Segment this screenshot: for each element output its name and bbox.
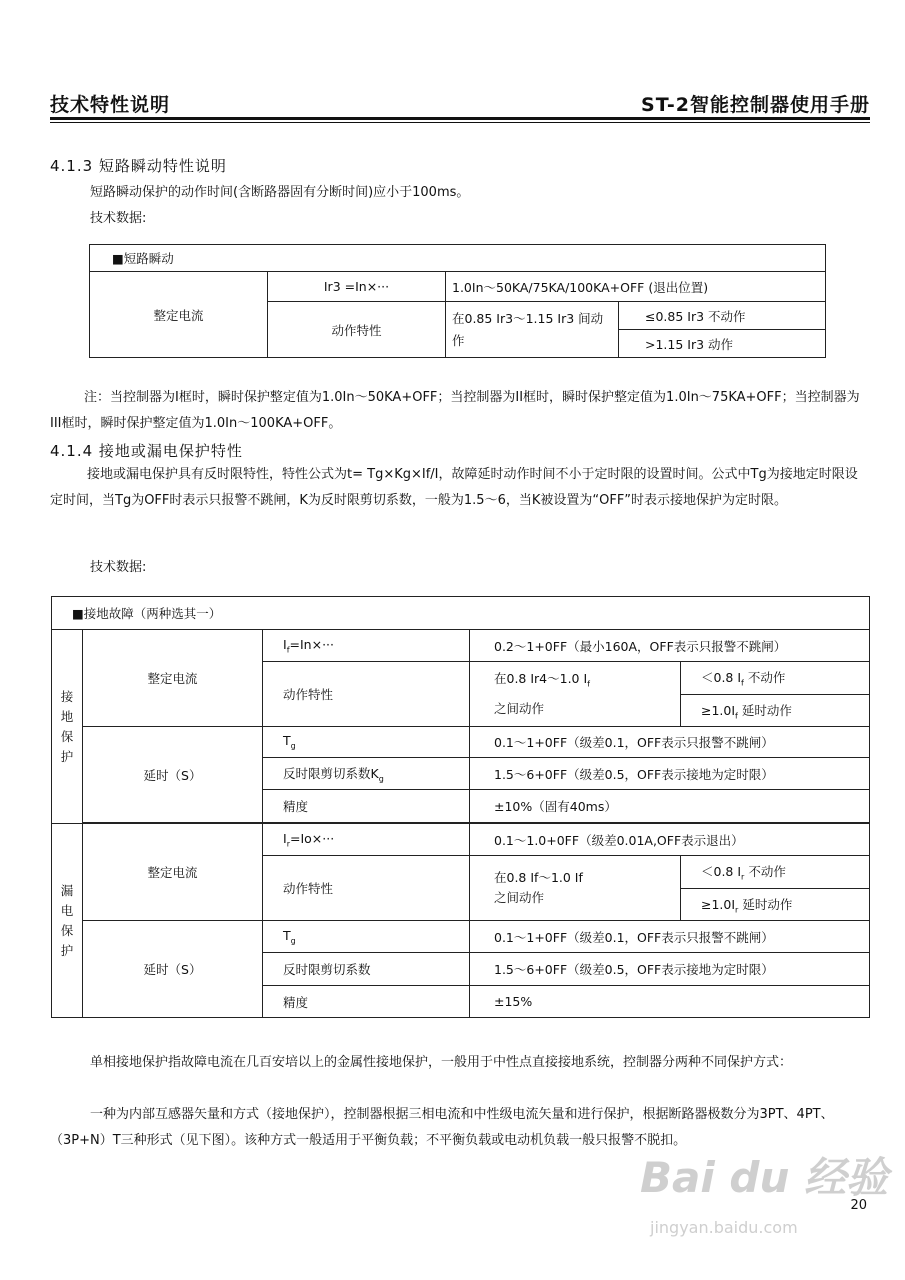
section-4-1-4-text: 接地或漏电保护具有反时限特性，特性公式为t= Tg×Kg×If/I，故障延时动作时间不小于定时限的设置时间。公式中Tg为接地定时限设定时间，当Tg为OFF时表示只报警不跳闸，K为反时限剪切系数，一般为1.5～6，当K被设置为“OFF”时表示接地保护为定时限。 <box>50 467 858 508</box>
leakage-tg-label: $T_g$ <box>263 921 470 953</box>
table2-title: ■接地故障（两种选其一） <box>52 597 870 630</box>
leakage-k-value: 1.5～6+0FF（级差0.5，OFF表示接地为定时限） <box>470 953 870 986</box>
header-left-title: 技术特性说明 <box>50 94 171 116</box>
table1-action-char: 动作特性 <box>268 302 446 358</box>
header-right-title: ST-2智能控制器使用手册 <box>641 94 870 116</box>
ground-delay-label: 延时（S） <box>83 727 263 823</box>
ground-tg-label: $T_g$ <box>263 727 470 758</box>
section-4-1-3-text: 短路瞬动保护的动作时间(含断路器固有分断时间)应小于100ms。 <box>90 185 470 200</box>
leakage-k-label: 反时限剪切系数 <box>263 953 470 986</box>
ground-k-value: 1.5～6+0FF（级差0.5，OFF表示接地为定时限） <box>470 758 870 790</box>
leakage-ir-range: 0.1～1.0+0FF（级差0.01A,OFF表示退出） <box>470 824 870 856</box>
leakage-no-action: ＜0.8 $I_r$ 不动作 <box>681 856 870 889</box>
table1-ir3-formula: Ir3 =In×··· <box>268 272 446 302</box>
table1-ir3-range: 1.0In～50KA/75KA/100KA+OFF (退出位置) <box>446 272 826 302</box>
ground-accuracy-label: 精度 <box>263 790 470 823</box>
leakage-accuracy-label: 精度 <box>263 986 470 1018</box>
tech-data-label-1: 技术数据: <box>90 211 147 226</box>
ground-no-action: ＜0.8 $I_f$ 不动作 <box>681 662 870 695</box>
leakage-setting-current: 整定电流 <box>83 824 263 921</box>
section-4-1-4-title: 4.1.4 接地或漏电保护特性 <box>50 442 243 460</box>
section-4-1-3-title: 4.1.3 短路瞬动特性说明 <box>50 157 227 175</box>
header-rule <box>50 117 870 120</box>
leakage-accuracy-value: ±15% <box>470 986 870 1018</box>
ground-accuracy-value: ±10%（固有40ms） <box>470 790 870 823</box>
leakage-delay-action: $\ge 1.0I_r$ 延时动作 <box>681 889 870 921</box>
header-rule-thin <box>50 122 870 123</box>
ground-fault-table <box>51 596 870 1018</box>
leakage-action-range: 在0.8 If～1.0 If 之间动作 <box>470 856 681 921</box>
ground-tg-value: 0.1～1+0FF（级差0.1，OFF表示只报警不跳闸） <box>470 727 870 758</box>
table1-setting-current: 整定电流 <box>90 272 268 358</box>
ground-protection-text: 接地保护 <box>60 688 74 764</box>
leakage-delay-label: 延时（S） <box>83 921 263 1018</box>
leakage-ir-formula: $I_r=Io\times\cdot\cdot\cdot$ <box>263 824 470 856</box>
ground-if-range: 0.2～1+0FF（最小160A，OFF表示只报警不跳闸） <box>470 630 870 662</box>
ground-k-label: 反时限剪切系数$K_g$ <box>263 758 470 790</box>
ground-if-formula: $I_f=In\times\cdot\cdot\cdot$ <box>263 630 470 662</box>
leakage-tg-value: 0.1～1+0FF（级差0.1，OFF表示只报警不跳闸） <box>470 921 870 953</box>
table1-title: ■短路瞬动 <box>90 245 826 272</box>
table1-no-action: ≤0.85 Ir3 不动作 <box>619 302 826 330</box>
page-number: 20 <box>850 1198 867 1213</box>
ground-delay-action: $\ge 1.0I_f$ 延时动作 <box>681 695 870 727</box>
note-paragraph: 注：当控制器为I框时，瞬时保护整定值为1.0In～50KA+OFF；当控制器为II框时，瞬时保护整定值为1.0In～75KA+OFF；当控制器为III框时，瞬时保护整定值为1.0In～100KA+OFF。 <box>50 390 860 431</box>
tech-data-label-2: 技术数据: <box>90 560 147 575</box>
ground-protection-label <box>52 630 83 824</box>
leakage-action-char: 动作特性 <box>263 856 470 921</box>
single-phase-paragraph: 单相接地保护指故障电流在几百安培以上的金属性接地保护，一般用于中性点直接接地系统，控制器分两种不同保护方式： <box>90 1055 793 1070</box>
leakage-protection-text: 漏电保护 <box>60 882 74 958</box>
vector-method-paragraph: 一种为内部互感器矢量和方式（接地保护），控制器根据三相电流和中性级电流矢量和进行保护，根据断路器极数分为3PT、4PT、（3P+N）T三种形式（见下图）。该种方式一般适用于平衡负载；不平衡负载或电动机负载一般只报警不脱扣。 <box>50 1107 834 1148</box>
baidu-watermark-url: jingyan.baidu.com <box>650 1218 798 1237</box>
baidu-watermark-logo: Bai du 经验 <box>640 1153 888 1202</box>
table1-action-range: 在0.85 Ir3～1.15 Ir3 间动作 <box>446 302 619 358</box>
ground-setting-current: 整定电流 <box>83 630 263 727</box>
leakage-protection-label <box>52 824 83 1018</box>
ground-action-char: 动作特性 <box>263 662 470 727</box>
ground-action-range: 在0.8 Ir4～1.0 $I_f$ 之间动作 <box>470 662 681 727</box>
table1-action: >1.15 Ir3 动作 <box>619 330 826 358</box>
short-circuit-table <box>89 244 826 358</box>
